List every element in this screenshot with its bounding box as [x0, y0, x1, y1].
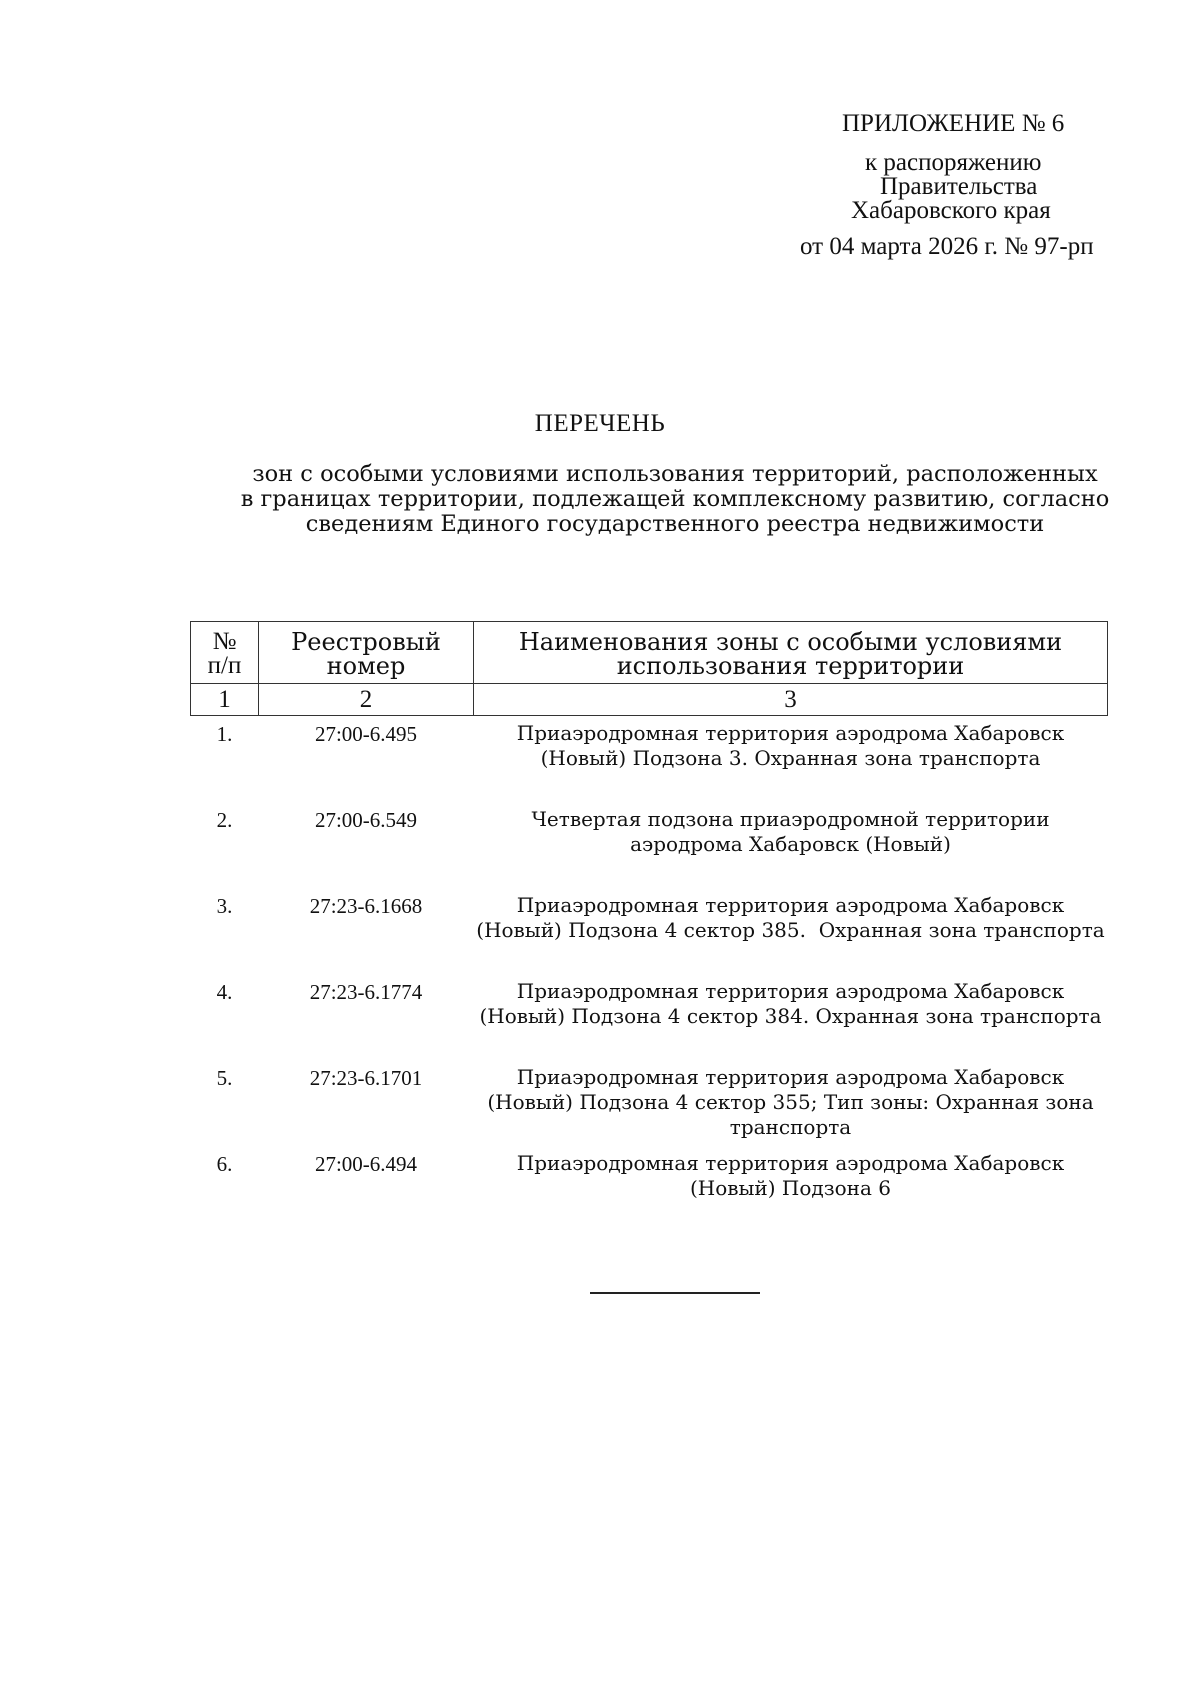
row-number: 3. [216, 893, 233, 918]
header-row [191, 622, 1108, 684]
zone-name [474, 888, 1108, 974]
registry-number: 27:23-6.1774 [309, 979, 423, 1004]
zone-name-line: (Новый) Подзона 4 сектор 355; Тип зоны: Охранная зона [487, 1089, 1094, 1114]
row-number: 4. [216, 979, 233, 1004]
appendix-date-line: от 04 марта 2026 г. № 97-рп [800, 233, 1094, 260]
row-number: 1. [216, 722, 233, 746]
zones-table [190, 621, 1108, 1206]
registry-number: 27:00-6.549 [314, 807, 418, 832]
row-number: 5. [216, 1065, 233, 1090]
zone-name-line: Приаэродромная территория аэродрома Хабаровск [516, 1150, 1065, 1175]
zone-name-line: Приаэродромная территория аэродрома Хабаровск [516, 1064, 1065, 1089]
table-row [191, 1060, 1108, 1146]
header-number-abbr: п/п [207, 651, 242, 679]
header-number [191, 622, 259, 684]
header-registry-line1: Реестровый [291, 627, 441, 656]
appendix-line-government: Правительства [880, 173, 1038, 200]
zone-name-line: (Новый) Подзона 4 сектор 385. Охранная зона транспорта [476, 917, 1105, 942]
table-row [191, 716, 1108, 802]
table-row [191, 974, 1108, 1060]
zone-name [474, 1060, 1108, 1146]
column-index: 2 [259, 684, 474, 716]
header-number-symbol: № [212, 627, 237, 655]
column-index: 3 [474, 684, 1108, 716]
row-number: 2. [216, 807, 233, 832]
zone-name [474, 974, 1108, 1060]
header-zone-line1: Наименования зоны с особыми условиями [518, 627, 1063, 656]
row-number: 6. [216, 1151, 233, 1176]
zone-name-line: Четвертая подзона приаэродромной территории [531, 806, 1050, 831]
zone-name-line: Приаэродромная территория аэродрома Хабаровск [516, 978, 1065, 1003]
zone-name-line: (Новый) Подзона 6 [689, 1175, 892, 1200]
header-zone-name [474, 622, 1108, 684]
registry-number: 27:00-6.494 [314, 1151, 418, 1176]
column-index: 1 [191, 684, 259, 716]
table-header [191, 622, 1108, 716]
zone-name-line: транспорта [729, 1114, 852, 1139]
zone-name-line: Приаэродромная территория аэродрома Хабаровск [516, 892, 1065, 917]
column-index-row [191, 684, 1108, 716]
document-heading: ПЕРЕЧЕНЬ [534, 410, 666, 437]
zone-name [474, 716, 1108, 802]
zone-name [474, 1146, 1108, 1206]
registry-number: 27:00-6.495 [314, 722, 418, 746]
appendix-line-region: Хабаровского края [851, 197, 1051, 224]
subheading-line: в границах территории, подлежащей комплексному развитию, согласно [240, 486, 1110, 512]
zone-name-line: (Новый) Подзона 4 сектор 384. Охранная зона транспорта [479, 1003, 1102, 1028]
subheading-line: сведениям Единого государственного реестра недвижимости [305, 511, 1045, 537]
table-row [191, 888, 1108, 974]
subheading-line: зон с особыми условиями использования территорий, расположенных [252, 461, 1098, 487]
appendix-line-decree: к распоряжению [865, 149, 1042, 176]
header-registry-line2: номер [326, 651, 406, 680]
appendix-title: ПРИЛОЖЕНИЕ № 6 [842, 110, 1065, 137]
registry-number: 27:23-6.1701 [309, 1065, 423, 1090]
header-registry-number [259, 622, 474, 684]
registry-number: 27:23-6.1668 [309, 893, 423, 918]
header-zone-line2: использования территории [616, 651, 965, 680]
table-row [191, 802, 1108, 888]
document-subheading [200, 462, 1150, 537]
table-body [191, 716, 1108, 1206]
zone-name-line: (Новый) Подзона 3. Охранная зона транспорта [540, 746, 1041, 770]
zone-name-line: Приаэродромная территория аэродрома Хабаровск [516, 721, 1065, 745]
zone-name [474, 802, 1108, 888]
table-row [191, 1146, 1108, 1206]
closing-divider [590, 1292, 760, 1294]
zone-name-line: аэродрома Хабаровск (Новый) [630, 831, 951, 856]
